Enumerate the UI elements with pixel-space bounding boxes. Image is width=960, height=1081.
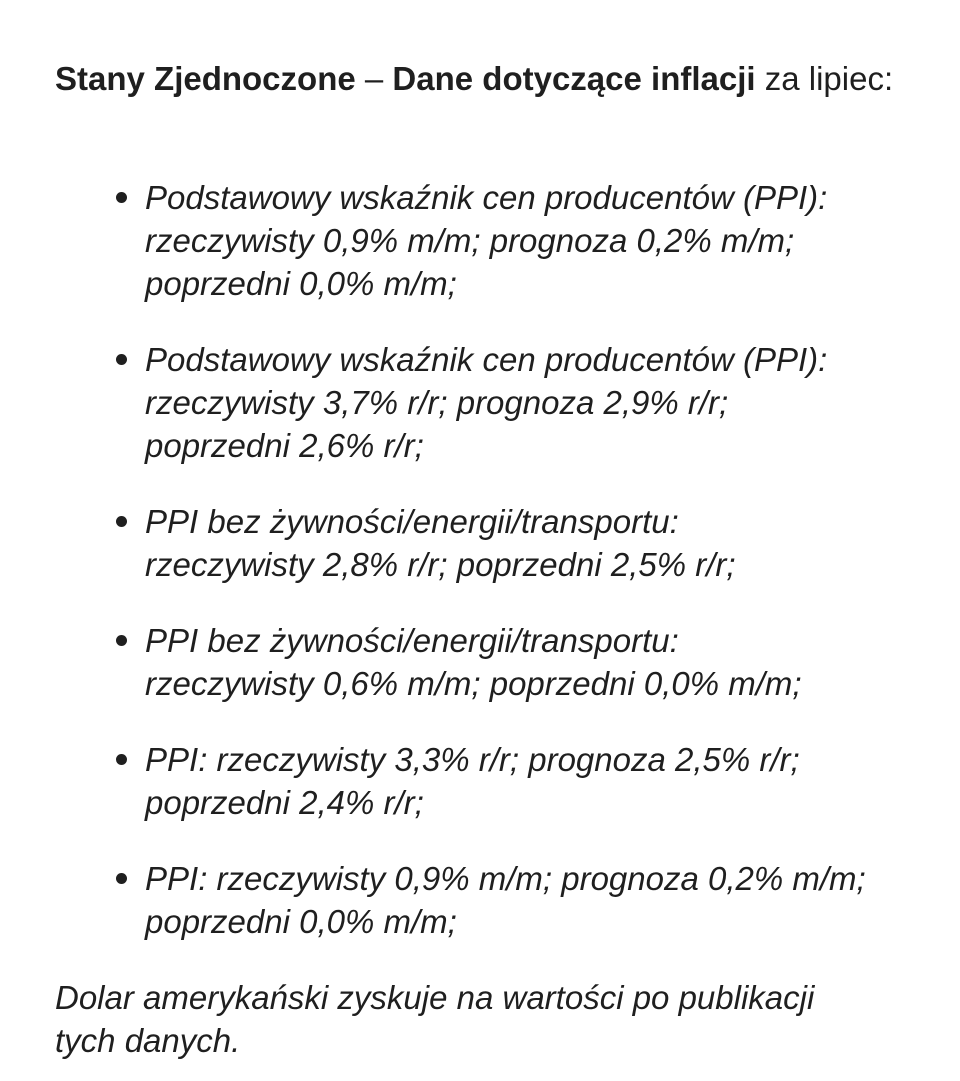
bullet-icon bbox=[116, 754, 127, 765]
closing-line: tych danych. bbox=[55, 1022, 241, 1059]
list-item bbox=[55, 619, 915, 705]
closing-line: Dolar amerykański zyskuje na wartości po publikacji bbox=[55, 979, 815, 1016]
list-item-line: PPI bez żywności/energii/transportu: bbox=[145, 622, 679, 659]
list-item-line: poprzedni 2,6% r/r; bbox=[145, 427, 424, 464]
list-item bbox=[55, 738, 915, 824]
bullet-icon bbox=[116, 873, 127, 884]
list-item-line: rzeczywisty 3,7% r/r; prognoza 2,9% r/r; bbox=[145, 384, 729, 421]
list-item-line: poprzedni 0,0% m/m; bbox=[145, 903, 457, 940]
list-item bbox=[55, 857, 915, 943]
list-item-line: poprzedni 0,0% m/m; bbox=[145, 265, 457, 302]
intro-country: Stany Zjednoczone bbox=[55, 60, 356, 97]
list-item bbox=[55, 338, 915, 467]
list-item-line: Podstawowy wskaźnik cen producentów (PPI): bbox=[145, 179, 828, 216]
intro-dash: – bbox=[355, 60, 393, 97]
list-item bbox=[55, 176, 915, 305]
list-item-line: rzeczywisty 0,6% m/m; poprzedni 0,0% m/m; bbox=[145, 665, 802, 702]
list-item bbox=[55, 500, 915, 586]
closing-paragraph bbox=[55, 976, 915, 1062]
intro-paragraph bbox=[55, 57, 915, 100]
intro-topic: Dane dotyczące inflacji bbox=[392, 60, 756, 97]
list-item-line: poprzedni 2,4% r/r; bbox=[145, 784, 424, 821]
list-item-line: Podstawowy wskaźnik cen producentów (PPI): bbox=[145, 341, 828, 378]
bullet-icon bbox=[116, 516, 127, 527]
list-item-line: PPI: rzeczywisty 3,3% r/r; prognoza 2,5% r/r; bbox=[145, 741, 800, 778]
bullet-icon bbox=[116, 354, 127, 365]
list-item-line: rzeczywisty 0,9% m/m; prognoza 0,2% m/m; bbox=[145, 222, 795, 259]
bullet-icon bbox=[116, 635, 127, 646]
list-item-line: PPI bez żywności/energii/transportu: bbox=[145, 503, 679, 540]
intro-tail: za lipiec: bbox=[755, 60, 894, 97]
bullet-icon bbox=[116, 192, 127, 203]
list-item-line: PPI: rzeczywisty 0,9% m/m; prognoza 0,2% m/m; bbox=[145, 860, 866, 897]
inflation-data-list bbox=[55, 176, 915, 943]
list-item-line: rzeczywisty 2,8% r/r; poprzedni 2,5% r/r; bbox=[145, 546, 736, 583]
article bbox=[55, 57, 915, 1062]
